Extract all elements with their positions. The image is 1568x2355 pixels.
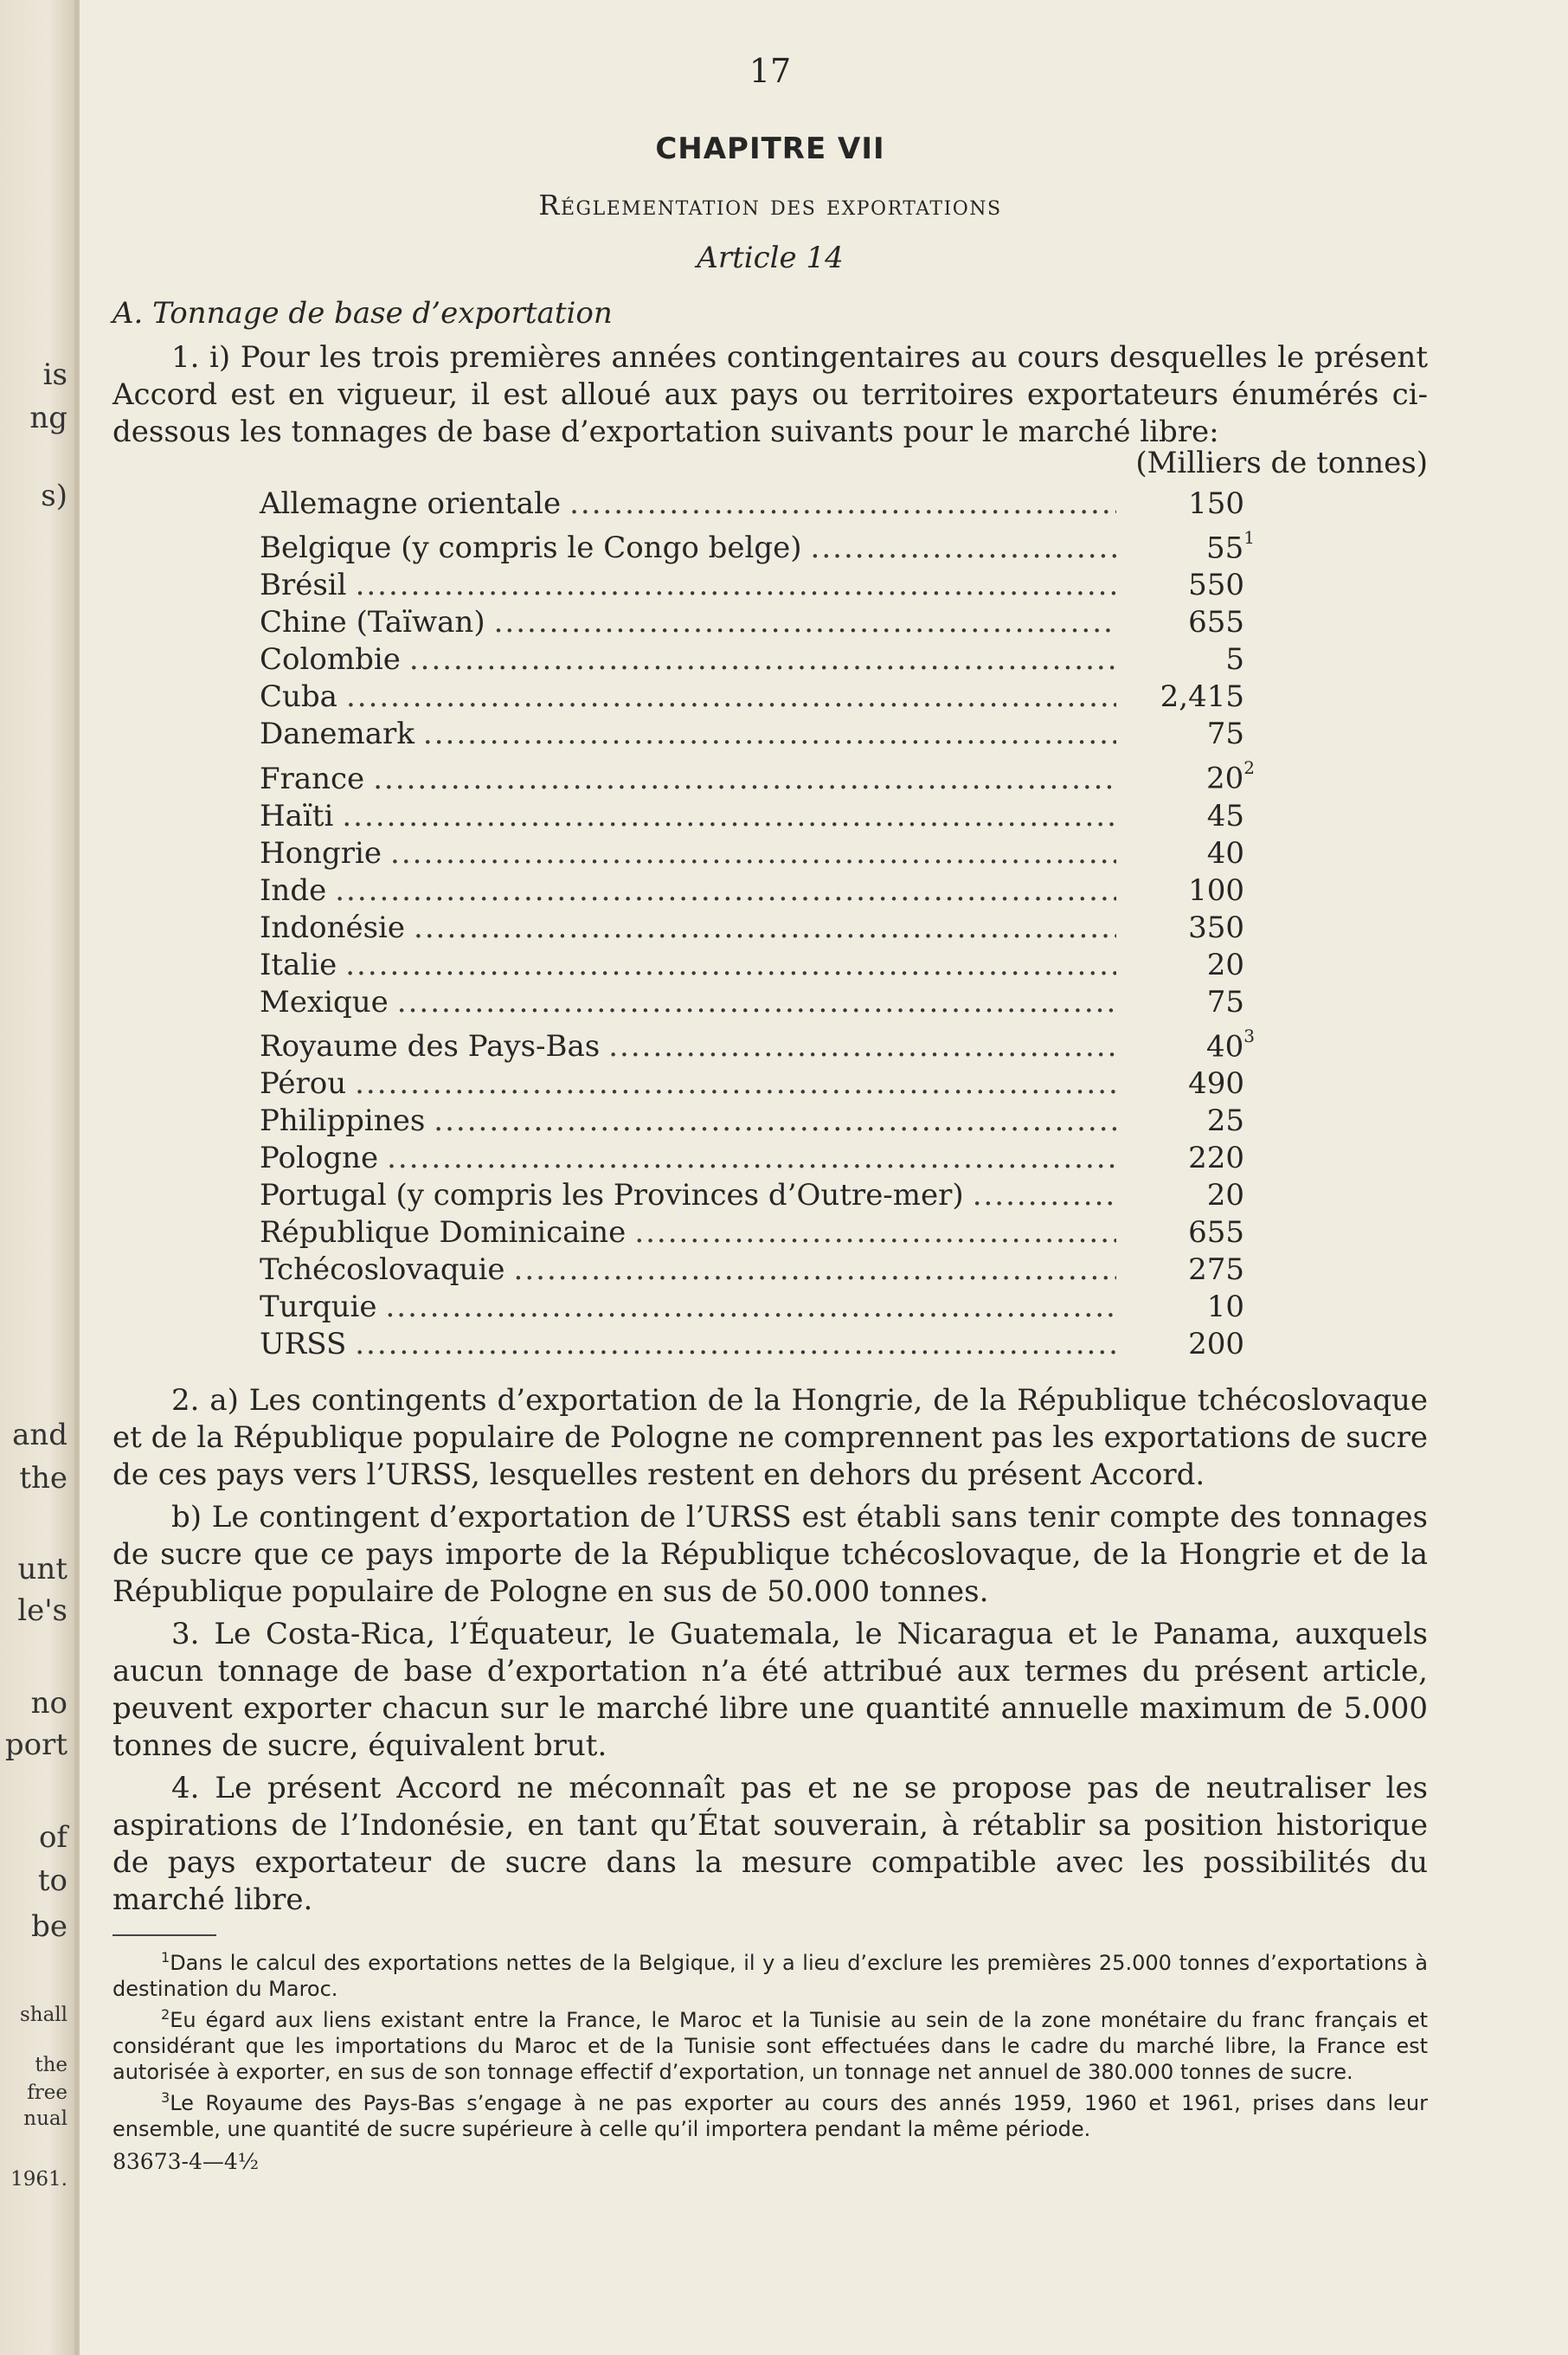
article-title: Article 14 bbox=[697, 241, 844, 275]
table-row bbox=[260, 1140, 1255, 1177]
dot-leader bbox=[342, 798, 1116, 835]
footnote bbox=[112, 1945, 1428, 2002]
country-name: Danemark bbox=[260, 717, 414, 752]
footnote-marker: 2 bbox=[1243, 757, 1255, 779]
tonnage-value: 275 bbox=[1188, 1251, 1244, 1287]
dot-leader bbox=[355, 1065, 1116, 1103]
margin-fragment: no bbox=[30, 1686, 67, 1721]
tonnage-value: $40^3$ bbox=[1206, 1025, 1255, 1064]
section-title: Réglementation des exportations bbox=[538, 189, 1002, 222]
tonnage-value: $20^2$ bbox=[1206, 757, 1255, 796]
dot-leader bbox=[386, 1289, 1117, 1326]
footnote-text: Dans le calcul des exportations nettes de la Belgique, il y a lieu d’exclure les premières 25.000 tonnes d’exportations à destination du Maroc. bbox=[112, 1950, 1428, 2001]
tonnage-table bbox=[260, 486, 1255, 1363]
table-row bbox=[260, 523, 1255, 567]
table-row bbox=[260, 486, 1255, 523]
table-row bbox=[260, 947, 1255, 984]
country-name: Hongrie bbox=[260, 835, 382, 871]
margin-fragment: the bbox=[19, 1461, 67, 1496]
dot-leader bbox=[390, 835, 1116, 872]
dot-leader bbox=[514, 1251, 1116, 1289]
margin-fragment: 1961. bbox=[10, 2168, 67, 2191]
footnotes bbox=[112, 1945, 1428, 2142]
unit-label: (Milliers de tonnes) bbox=[1135, 446, 1428, 480]
tonnage-value: 25 bbox=[1206, 1103, 1244, 1138]
table-row bbox=[260, 910, 1255, 947]
table-row bbox=[260, 604, 1255, 641]
country-name: Pologne bbox=[260, 1140, 379, 1175]
footnote-mark: 1 bbox=[161, 1948, 170, 1966]
country-name: Indonésie bbox=[260, 910, 406, 945]
dot-leader bbox=[434, 1103, 1116, 1140]
tonnage-value: $55^1$ bbox=[1206, 527, 1255, 566]
paragraph-4: 4. Le présent Accord ne méconnaît pas et ne se propose pas de neutraliser les aspirations de l’Indonésie, en tant qu’État souverain, à rétablir sa position historique de pays exportateur de sucre dans la mesure compatible avec les possibilités du marché libre. bbox=[112, 1770, 1428, 1917]
dot-leader bbox=[423, 716, 1116, 753]
footnote bbox=[112, 2085, 1428, 2142]
tonnage-value: 550 bbox=[1188, 568, 1244, 603]
country-name: Chine (Taïwan) bbox=[260, 605, 485, 640]
margin-fragment: s) bbox=[41, 479, 67, 513]
dot-leader bbox=[397, 984, 1116, 1021]
table-row bbox=[260, 1103, 1255, 1140]
footnote bbox=[112, 2002, 1428, 2085]
dot-leader bbox=[414, 910, 1116, 947]
tonnage-value: 20 bbox=[1206, 947, 1244, 982]
tonnage-value: 200 bbox=[1188, 1326, 1244, 1361]
tonnage-value: 100 bbox=[1188, 872, 1244, 908]
table-row bbox=[260, 679, 1255, 716]
margin-fragment: the bbox=[35, 2054, 67, 2076]
table-row bbox=[260, 1289, 1255, 1326]
margin-fragment: ng bbox=[29, 401, 67, 435]
tonnage-value: 45 bbox=[1206, 798, 1244, 833]
dot-leader bbox=[569, 486, 1116, 523]
dot-leader bbox=[811, 530, 1116, 567]
table-row bbox=[260, 567, 1255, 604]
footnote-mark: 2 bbox=[161, 2005, 170, 2023]
country-name: Belgique (y compris le Congo belge) bbox=[260, 531, 802, 566]
tonnage-value: 220 bbox=[1188, 1140, 1244, 1175]
margin-fragment: is bbox=[42, 357, 67, 392]
country-name: Italie bbox=[260, 947, 337, 982]
dot-leader bbox=[335, 872, 1116, 910]
footnote-mark: 3 bbox=[161, 2088, 170, 2106]
country-name: URSS bbox=[260, 1326, 347, 1361]
country-name: Pérou bbox=[260, 1065, 347, 1101]
paragraph-2b: b) Le contingent d’exportation de l’URSS est établi sans tenir compte des tonnages de sucre que ce pays importe de la République tchécoslovaque, de la Hongrie et de la République populaire de Pologne en sus de 50.000 tonnes. bbox=[112, 1499, 1428, 1609]
document-page bbox=[112, 52, 1428, 2174]
subheading: A. Tonnage de base d’exportation bbox=[112, 296, 613, 331]
country-name: Royaume des Pays-Bas bbox=[260, 1028, 601, 1064]
tonnage-value: 490 bbox=[1188, 1065, 1244, 1101]
tonnage-value: 350 bbox=[1188, 910, 1244, 945]
dot-leader bbox=[973, 1177, 1116, 1214]
country-name: Allemagne orientale bbox=[260, 486, 562, 521]
margin-fragment: port bbox=[4, 1728, 67, 1762]
table-row bbox=[260, 835, 1255, 872]
table-row bbox=[260, 1326, 1255, 1363]
table-row bbox=[260, 1251, 1255, 1289]
footnote-text: Eu égard aux liens existant entre la France, le Maroc et la Tunisie au sein de la zone monétaire du franc français et considérant que les importations du Maroc et de la Tunisie sont effectuées dans le cadre du marché libre, la France est autorisée à exporter, en sus de son tonnage effectif d’exportation, un tonnage net annuel de 380.000 tonnes de sucre. bbox=[112, 2007, 1428, 2084]
paragraph-1: 1. i) Pour les trois premières années contingentaires au cours desquelles le présent Accord est en vigueur, il est alloué aux pays ou territoires exportateurs énumérés ci-dessous les tonnages de base d’exportation suivants pour le marché libre: bbox=[112, 340, 1428, 449]
dot-leader bbox=[373, 761, 1116, 798]
tonnage-value: 5 bbox=[1225, 642, 1244, 678]
margin-fragment: unt bbox=[17, 1552, 67, 1586]
margin-fragment: free bbox=[27, 2082, 67, 2104]
margin-fragment: and bbox=[12, 1418, 67, 1452]
margin-fragment: be bbox=[31, 1909, 67, 1944]
paragraph-3: 3. Le Costa-Rica, l’Équateur, le Guatemala, le Nicaragua et le Panama, auxquels aucun tonnage de base d’exportation n’a été attribué aux termes du présent article, peuvent exporter chacun sur le marché libre une quantité annuelle maximum de 5.000 tonnes de sucre, équivalent brut. bbox=[112, 1616, 1428, 1763]
print-code: 83673-4—4½ bbox=[112, 2148, 260, 2174]
footnote-text: Le Royaume des Pays-Bas s’engage à ne pas exporter au cours des annés 1959, 1960 et 1961, prises dans leur ensemble, une quantité de sucre supérieure à celle qu’il importera pendant la même période. bbox=[112, 2090, 1428, 2141]
footnote-marker: 1 bbox=[1243, 527, 1255, 548]
table-row bbox=[260, 1214, 1255, 1251]
table-row bbox=[260, 641, 1255, 679]
country-name: Haïti bbox=[260, 798, 334, 833]
tonnage-value: 75 bbox=[1206, 717, 1244, 752]
country-name: Cuba bbox=[260, 679, 337, 715]
margin-fragment: of bbox=[38, 1820, 67, 1855]
dot-leader bbox=[634, 1214, 1116, 1251]
country-name: Philippines bbox=[260, 1103, 426, 1138]
table-row bbox=[260, 1021, 1255, 1065]
table-row bbox=[260, 716, 1255, 753]
tonnage-value: 10 bbox=[1206, 1289, 1244, 1324]
table-row bbox=[260, 798, 1255, 835]
table-row bbox=[260, 1177, 1255, 1214]
country-name: République Dominicaine bbox=[260, 1214, 627, 1250]
tonnage-value: 150 bbox=[1188, 486, 1244, 521]
table-row bbox=[260, 872, 1255, 910]
dot-leader bbox=[356, 567, 1116, 604]
chapter-heading: CHAPITRE VII bbox=[655, 132, 885, 166]
paragraph-2a: 2. a) Les contingents d’exportation de la Hongrie, de la République tchécoslovaque et de la République populaire de Pologne ne comprennent pas les exportations de sucre de ces pays vers l’URSS, lesquelles restent en dehors du présent Accord. bbox=[112, 1382, 1428, 1492]
country-name: France bbox=[260, 761, 365, 796]
dot-leader bbox=[387, 1140, 1116, 1177]
country-name: Brésil bbox=[260, 568, 347, 603]
tonnage-value: 655 bbox=[1188, 1214, 1244, 1250]
dot-leader bbox=[494, 604, 1116, 641]
country-name: Inde bbox=[260, 872, 327, 908]
country-name: Turquie bbox=[260, 1289, 377, 1324]
footnote-rule bbox=[112, 1934, 216, 1936]
dot-leader bbox=[345, 947, 1116, 984]
margin-fragment: shall bbox=[19, 2004, 67, 2026]
country-name: Colombie bbox=[260, 642, 401, 678]
dot-leader bbox=[409, 641, 1116, 679]
country-name: Mexique bbox=[260, 984, 389, 1020]
page-number: 17 bbox=[749, 52, 792, 90]
table-row bbox=[260, 1065, 1255, 1103]
tonnage-value: 20 bbox=[1206, 1177, 1244, 1213]
table-row bbox=[260, 753, 1255, 797]
footnote-marker: 3 bbox=[1243, 1025, 1255, 1046]
margin-fragment: le's bbox=[17, 1593, 67, 1628]
tonnage-value: 2,415 bbox=[1160, 679, 1244, 715]
tonnage-value: 75 bbox=[1206, 984, 1244, 1020]
dot-leader bbox=[355, 1326, 1116, 1363]
margin-fragment: nual bbox=[23, 2107, 67, 2130]
tonnage-value: 655 bbox=[1188, 605, 1244, 640]
margin-fragment: to bbox=[37, 1863, 67, 1898]
binding-shadow bbox=[74, 0, 79, 2355]
country-name: Portugal (y compris les Provinces d’Outre-mer) bbox=[260, 1177, 964, 1213]
country-name: Tchécoslovaquie bbox=[260, 1251, 505, 1287]
dot-leader bbox=[346, 679, 1116, 716]
tonnage-value: 40 bbox=[1206, 835, 1244, 871]
table-row bbox=[260, 984, 1255, 1021]
dot-leader bbox=[608, 1028, 1116, 1065]
